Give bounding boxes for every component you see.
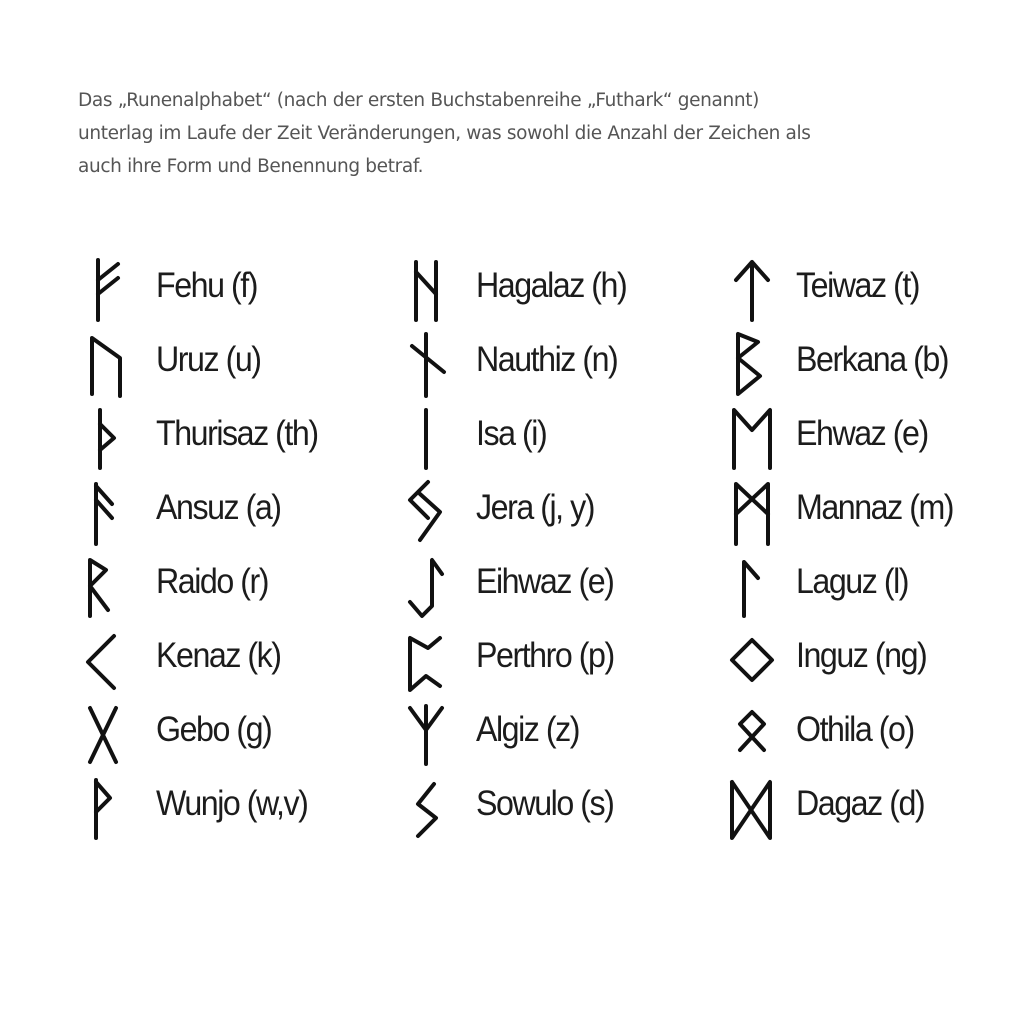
rune-label: Nauthiz (n) [476,340,618,379]
eihwaz-rune-icon [404,554,460,618]
rune-label: Wunjo (w,v) [156,784,308,823]
gebo-rune-icon [84,702,140,766]
rune-label: Sowulo (s) [476,784,614,823]
rune-label: Dagaz (d) [796,784,925,823]
rune-label: Ansuz (a) [156,488,281,527]
rune-label: Ehwaz (e) [796,414,928,453]
rune-label: Inguz (ng) [796,636,927,675]
jera-rune-icon [404,480,460,544]
rune-label: Fehu (f) [156,266,257,305]
rune-label: Uruz (u) [156,340,261,379]
mannaz-rune-icon [724,480,780,544]
intro-line-3: auch ihre Form und Benennung betraf. [78,156,424,177]
berkana-rune-icon [724,332,780,396]
rune-label: Eihwaz (e) [476,562,614,601]
rune-label: Kenaz (k) [156,636,281,675]
laguz-rune-icon [724,554,780,618]
kenaz-rune-icon [84,628,140,692]
ansuz-rune-icon [84,480,140,544]
rune-label: Thurisaz (th) [156,414,318,453]
algiz-rune-icon [404,702,460,766]
rune-label: Raido (r) [156,562,269,601]
rune-label: Hagalaz (h) [476,266,627,305]
sowulo-rune-icon [404,776,460,840]
rune-label: Mannaz (m) [796,488,954,527]
dagaz-rune-icon [724,776,780,840]
rune-label: Teiwaz (t) [796,266,920,305]
isa-rune-icon [404,406,460,470]
thurisaz-rune-icon [84,406,140,470]
wunjo-rune-icon [84,776,140,840]
nauthiz-rune-icon [404,332,460,396]
rune-label: Jera (j, y) [476,488,594,527]
teiwaz-rune-icon [724,258,780,322]
perthro-rune-icon [404,628,460,692]
rune-label: Laguz (l) [796,562,909,601]
ehwaz-rune-icon [724,406,780,470]
raido-rune-icon [84,554,140,618]
rune-label: Perthro (p) [476,636,614,675]
fehu-rune-icon [84,258,140,322]
rune-label: Berkana (b) [796,340,949,379]
rune-label: Isa (i) [476,414,547,453]
rune-label: Gebo (g) [156,710,272,749]
inguz-rune-icon [724,628,780,692]
intro-line-1: Das „Runenalphabet“ (nach der ersten Buchstabenreihe „Futhark“ genannt) [78,90,760,111]
hagalaz-rune-icon [404,258,460,322]
rune-label: Othila (o) [796,710,914,749]
othila-rune-icon [724,702,780,766]
uruz-rune-icon [84,332,140,396]
rune-label: Algiz (z) [476,710,580,749]
intro-line-2: unterlag im Laufe der Zeit Veränderungen, was sowohl die Anzahl der Zeichen als [78,123,811,144]
